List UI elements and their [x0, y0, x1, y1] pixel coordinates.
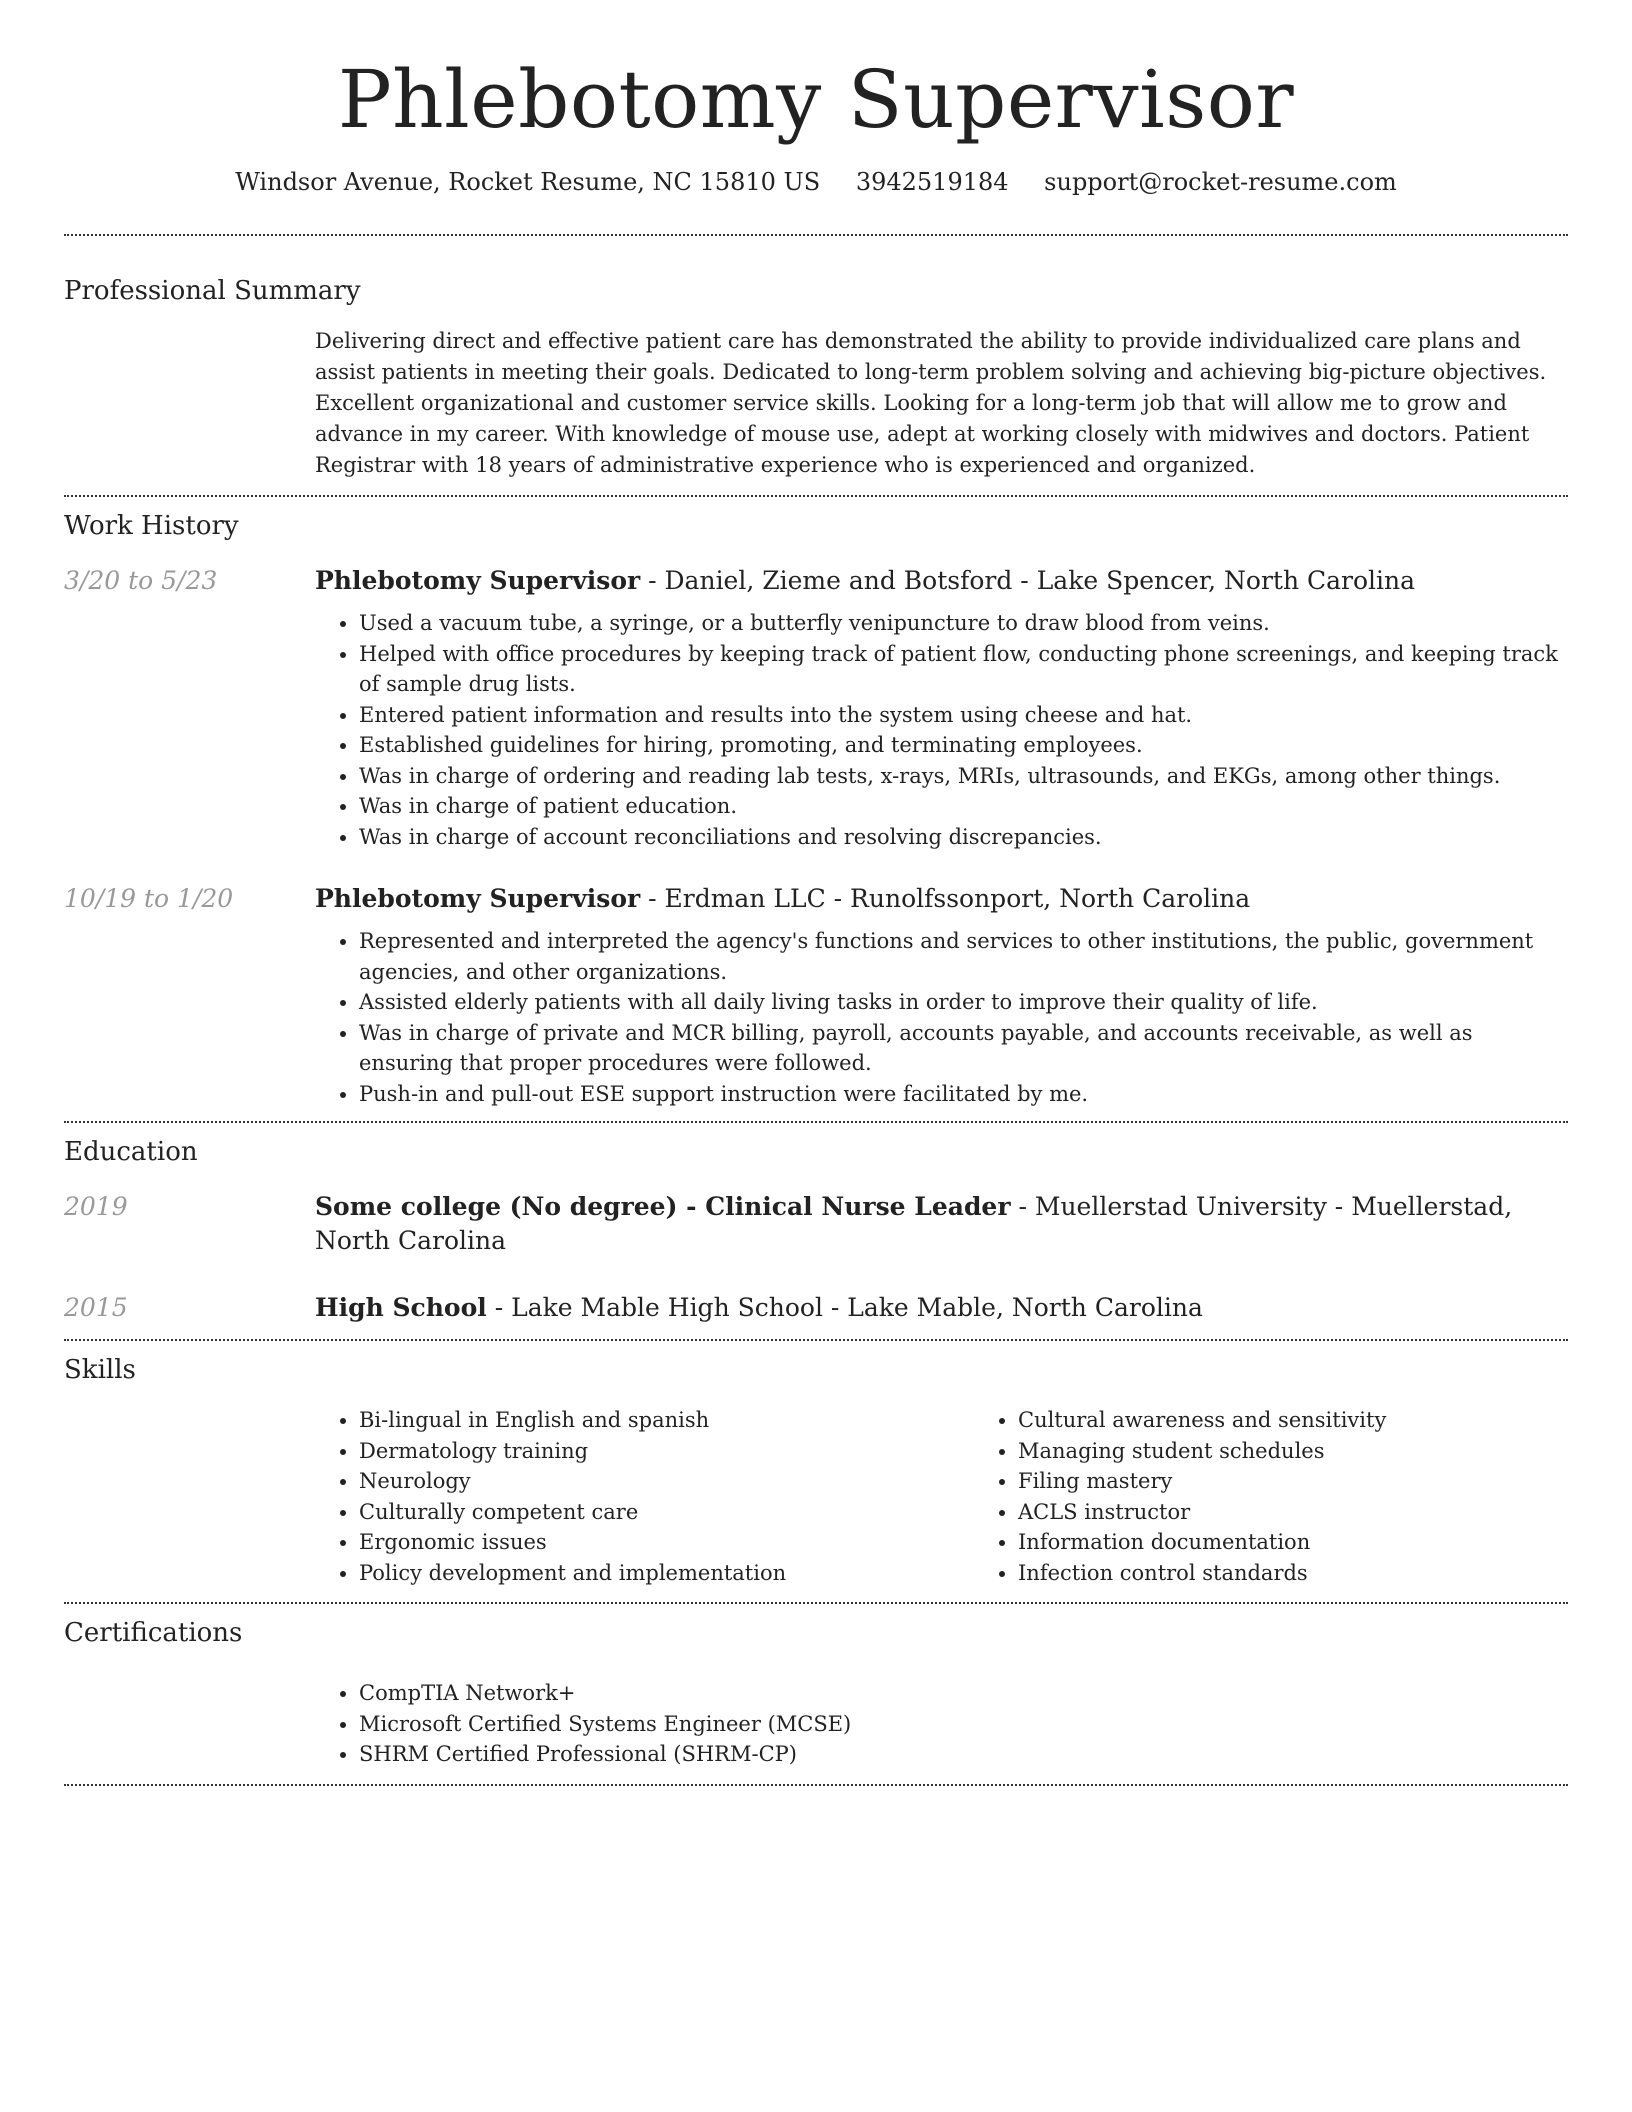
contact-address: Windsor Avenue, Rocket Resume, NC 15810 US: [235, 168, 821, 196]
education-details: - Muellerstad University - Muellerstad, North Carolina: [315, 1192, 1513, 1255]
list-item: • Neurology: [359, 1466, 974, 1497]
list-item: • Filing mastery: [1018, 1466, 1632, 1497]
education-heading: Education: [64, 1137, 198, 1167]
job-details: - Erdman LLC - Runolfssonport, North Carolina: [640, 884, 1251, 913]
list-item: • Information documentation: [1018, 1527, 1632, 1558]
job-role: Phlebotomy Supervisor: [315, 566, 641, 595]
certifications-section: [64, 1604, 1568, 1784]
list-item: • Dermatology training: [359, 1436, 974, 1467]
list-item: • Assisted elderly patients with all daily living tasks in order to improve their quality of life.: [359, 987, 1568, 1018]
list-item: • Managing student schedules: [1018, 1436, 1632, 1467]
list-item: • Cultural awareness and sensitivity: [1018, 1405, 1632, 1436]
education-year: 2019: [64, 1192, 128, 1221]
contact-phone: 3942519184: [855, 168, 1009, 196]
skills-list-right: [974, 1405, 1632, 1588]
education-heading-line: [315, 1190, 1568, 1258]
job-entry: [64, 564, 1568, 852]
list-item: • Helped with office procedures by keeping track of patient flow, conducting phone screenings, and keeping track of sample drug lists.: [359, 639, 1568, 700]
list-item: • Push-in and pull-out ESE support instruction were facilitated by me.: [359, 1079, 1568, 1110]
list-item: • Used a vacuum tube, a syringe, or a butterfly venipuncture to draw blood from veins.: [359, 608, 1568, 639]
skills-section: [64, 1341, 1568, 1602]
certifications-heading: Certifications: [64, 1618, 243, 1648]
list-item: • Was in charge of account reconciliations and resolving discrepancies.: [359, 822, 1568, 853]
education-section: [64, 1123, 1568, 1339]
education-degree: High School: [315, 1293, 487, 1322]
education-entry: [64, 1190, 1568, 1258]
job-dates: 10/19 to 1/20: [64, 884, 234, 913]
list-item: • Was in charge of ordering and reading lab tests, x-rays, MRIs, ultrasounds, and EKGs, among other things.: [359, 761, 1568, 792]
job-details: - Daniel, Zieme and Botsford - Lake Spencer, North Carolina: [640, 566, 1416, 595]
education-details: - Lake Mable High School - Lake Mable, North Carolina: [486, 1293, 1203, 1322]
list-item: • ACLS instructor: [1018, 1497, 1632, 1528]
job-bullets: [315, 926, 1568, 1109]
work-history-section: [64, 497, 1568, 1121]
list-item: • Ergonomic issues: [359, 1527, 974, 1558]
list-item: • Was in charge of patient education.: [359, 791, 1568, 822]
job-heading: [315, 564, 1568, 598]
job-role: Phlebotomy Supervisor: [315, 884, 641, 913]
list-item: • Was in charge of private and MCR billing, payroll, accounts payable, and accounts receivable, as well as ensuring that proper procedures were followed.: [359, 1018, 1568, 1079]
resume-header: [64, 0, 1568, 198]
skills-heading: Skills: [64, 1355, 136, 1385]
job-dates: 3/20 to 5/23: [64, 566, 218, 595]
job-entry: [64, 882, 1568, 1121]
work-history-heading: Work History: [64, 511, 239, 541]
education-heading-line: [315, 1291, 1568, 1325]
skills-list-left: [315, 1405, 974, 1588]
summary-section: [64, 236, 1568, 495]
contact-line: [64, 166, 1568, 198]
education-year: 2015: [64, 1293, 128, 1322]
section-divider: [64, 1784, 1568, 1786]
job-heading: [315, 882, 1568, 916]
certifications-list: [315, 1678, 1568, 1770]
education-entry: [64, 1291, 1568, 1339]
list-item: • Infection control standards: [1018, 1558, 1632, 1589]
list-item: • Entered patient information and results into the system using cheese and hat.: [359, 700, 1568, 731]
list-item: • Culturally competent care: [359, 1497, 974, 1528]
skills-columns: [315, 1405, 1632, 1588]
summary-text: Delivering direct and effective patient care has demonstrated the ability to provide individualized care plans and assist patients in meeting their goals. Dedicated to long-term problem solving and achieving big-picture objectives. Excellent organizational and customer service skills. Looking for a long-term job that will allow me to grow and advance in my career. With knowledge of mouse use, adept at working closely with midwives and doctors. Patient Registrar with 18 years of administrative experience who is experienced and organized.: [315, 329, 1547, 477]
candidate-name: Phlebotomy Supervisor: [337, 53, 1295, 146]
list-item: • Bi-lingual in English and spanish: [359, 1405, 974, 1436]
contact-email: support@rocket-resume.com: [1044, 168, 1397, 196]
list-item: • Policy development and implementation: [359, 1558, 974, 1589]
job-bullets: [315, 608, 1568, 852]
list-item: • CompTIA Network+: [359, 1678, 1568, 1709]
list-item: • SHRM Certified Professional (SHRM-CP): [359, 1739, 1568, 1770]
list-item: • Microsoft Certified Systems Engineer (MCSE): [359, 1709, 1568, 1740]
summary-heading: Professional Summary: [64, 276, 361, 306]
education-degree: Some college (No degree) - Clinical Nurse Leader: [315, 1192, 1011, 1221]
list-item: • Represented and interpreted the agency's functions and services to other institutions, the public, government agencies, and other organizations.: [359, 926, 1568, 987]
list-item: • Established guidelines for hiring, promoting, and terminating employees.: [359, 730, 1568, 761]
